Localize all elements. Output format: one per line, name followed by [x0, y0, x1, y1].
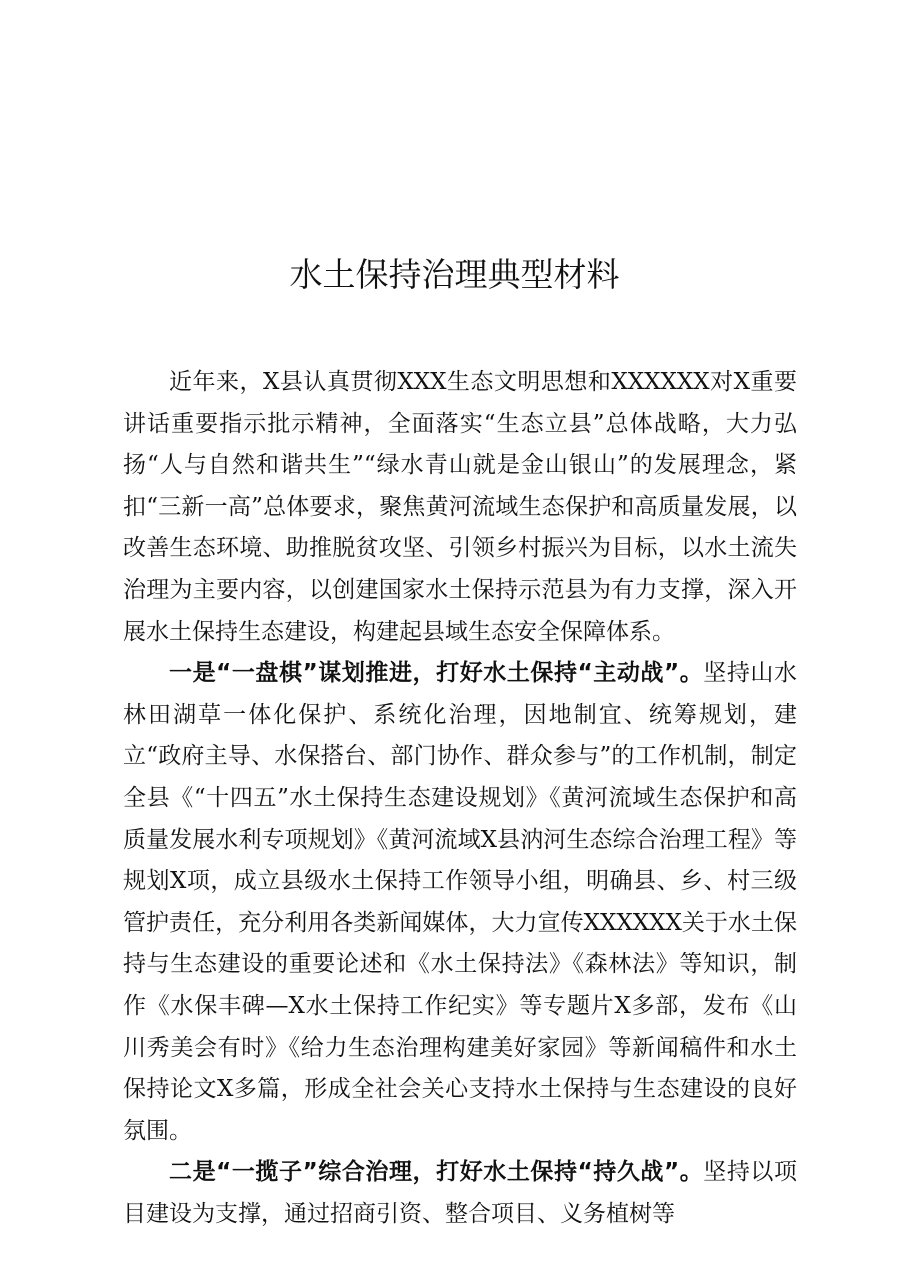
document-body — [123, 362, 797, 1235]
paragraph-lead: 一是“一盘棋”谋划推进，打好水土保持“主动战”。 — [169, 660, 704, 687]
paragraph-text: 近年来，X县认真贯彻XXX生态文明思想和XXXXXX对X重要讲话重要指示批示精神，全面落实“生态立县”总体战略，大力弘扬“人与自然和谐共生”“绿水青山就是金山银山”的发展理念，紧扣“三新一高”总体要求，聚焦黄河流域生态保护和高质量发展，以改善生态环境、助推脱贫攻坚、引领乡村振兴为目标，以水土流失治理为主要内容，以创建国家水土保持示范县为有力支撑，深入开展水土保持生态建设，构建起县域生态安全保障体系。 — [123, 369, 797, 645]
paragraph-text: 坚持山水林田湖草一体化保护、系统化治理，因地制宜、统筹规划，建立“政府主导、水保搭台、部门协作、群众参与”的工作机制，制定全县《“十四五”水土保持生态建设规划》《黄河流域生态保护和高质量发展水利专项规划》《黄河流域X县汭河生态综合治理工程》等规划X项，成立县级水土保持工作领导小组，明确县、乡、村三级管护责任，充分利用各类新闻媒体，大力宣传XXXXXX关于水土保持与生态建设的重要论述和《水土保持法》《森林法》等知识，制作《水保丰碑—X水土保持工作纪实》等专题片X多部，发布《山川秀美会有时》《给力生态治理构建美好家园》等新闻稿件和水土保持论文X多篇，形成全社会关心支持水土保持与生态建设的良好氛围。 — [123, 660, 798, 1144]
paragraph-text: 坚持以项目建设为支撑，通过招商引资、整合项目、义务植树等 — [123, 1159, 798, 1227]
paragraph-point-one — [123, 653, 797, 1152]
paragraph-point-two — [123, 1152, 797, 1235]
paragraph-intro — [123, 362, 797, 653]
document-title: 水土保持治理典型材料 — [289, 255, 620, 294]
paragraph-lead: 二是“一揽子”综合治理，打好水土保持“持久战”。 — [169, 1159, 704, 1186]
